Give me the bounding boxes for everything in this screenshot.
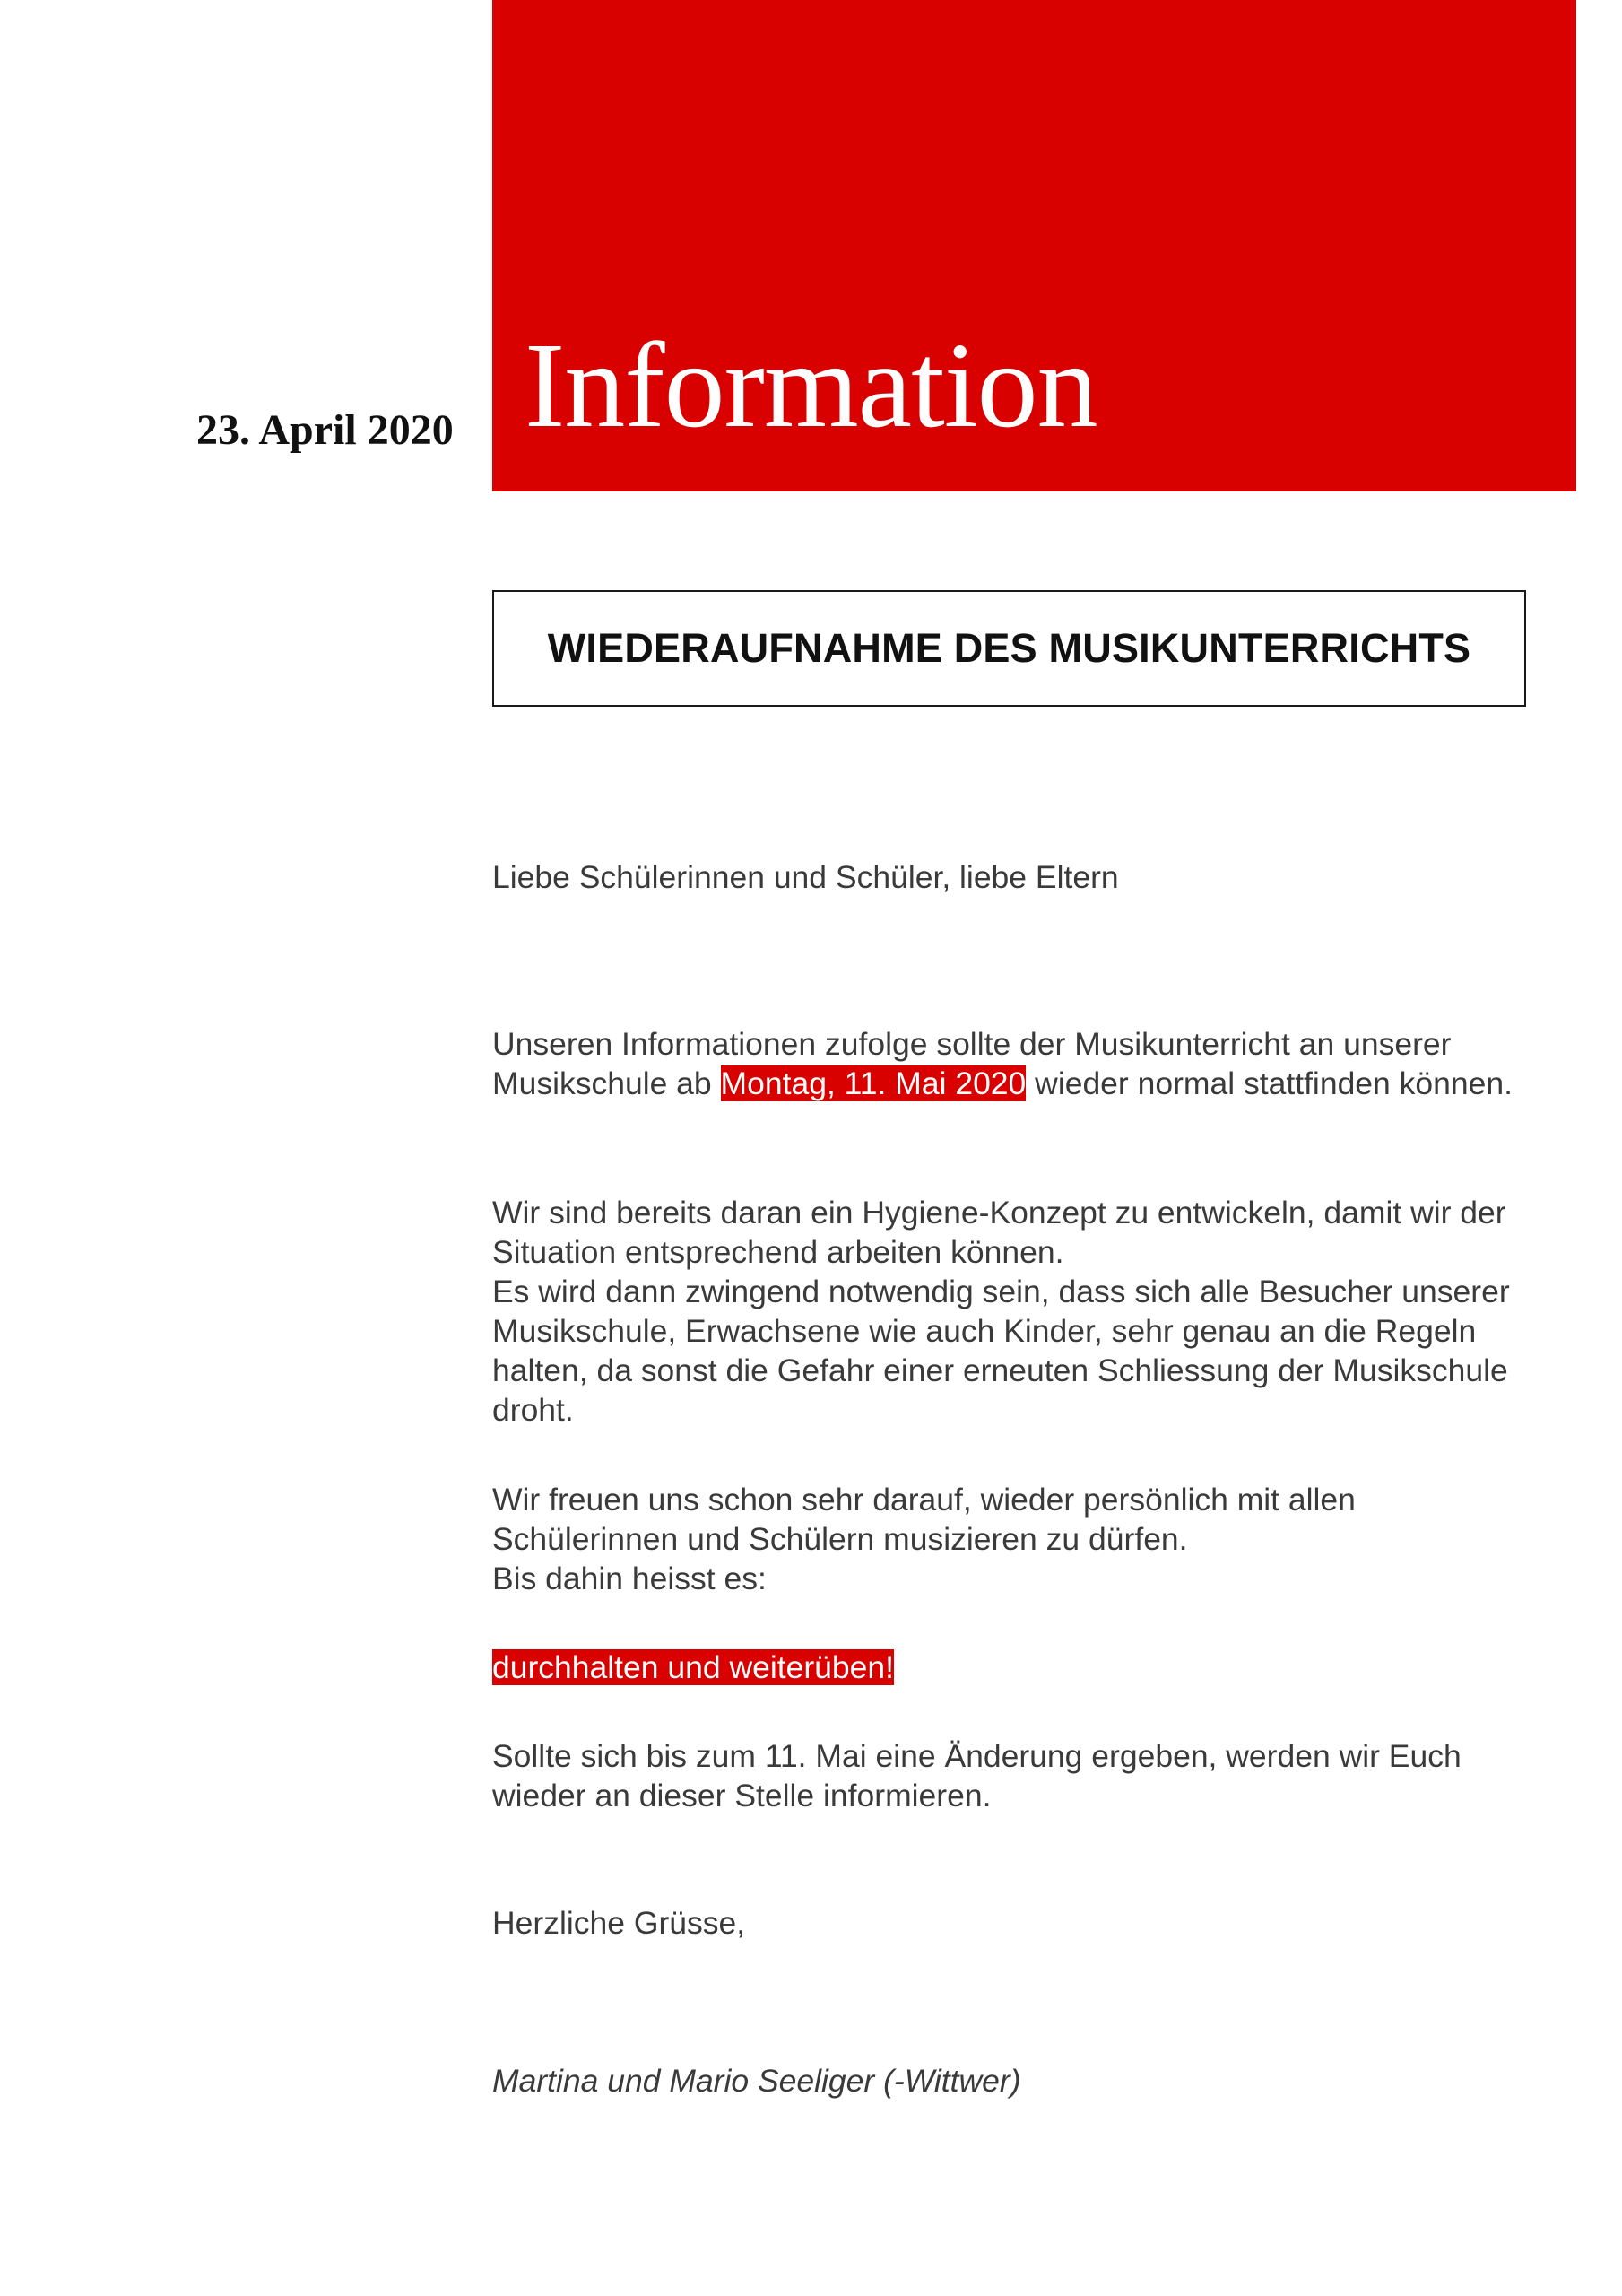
paragraph-reopening-text-before: Unseren Informationen zufolge sollte der Musikunterricht an unserer Musikschule ab: [492, 1026, 1452, 1101]
header-banner: [492, 0, 1576, 491]
paragraph-changes: Sollte sich bis zum 11. Mai eine Änderung ergeben, werden wir Euch wieder an dieser Stelle informieren.: [492, 1738, 1462, 1813]
banner-title: Information: [525, 318, 1097, 453]
document-date: 23. April 2020: [196, 406, 454, 454]
paragraph-hygiene-line2: Es wird dann zwingend notwendig sein, dass sich alle Besucher unserer Musikschule, Erwachsene wie auch Kinder, sehr genau an die Regeln halten, da sonst die Gefahr einer erneuten Schliessung der Musikschule droht.: [492, 1274, 1510, 1428]
motto-highlight: durchhalten und weiterüben!: [492, 1649, 895, 1685]
headline-box: [492, 590, 1526, 707]
signature: Martina und Mario Seeliger (-Wittwer): [492, 2063, 1021, 2099]
motto: [492, 1648, 1532, 1687]
greeting: Liebe Schülerinnen und Schüler, liebe Eltern: [492, 859, 1119, 895]
closing: Herzliche Grüsse,: [492, 1905, 746, 1941]
reopening-date-highlight: Montag, 11. Mai 2020: [720, 1065, 1027, 1101]
paragraph-anticipation: [492, 1480, 1532, 1598]
paragraph-reopening-text-after: wieder normal stattfinden können.: [1026, 1065, 1513, 1101]
headline: WIEDERAUFNAHME DES MUSIKUNTERRICHTS: [547, 625, 1471, 671]
paragraph-anticipation-line1: Wir freuen uns schon sehr darauf, wieder persönlich mit allen Schülerinnen und Schülern musizieren zu dürfen.: [492, 1482, 1356, 1557]
paragraph-reopening: [492, 1024, 1532, 1103]
paragraph-anticipation-line2: Bis dahin heisst es:: [492, 1561, 767, 1596]
paragraph-hygiene: [492, 1193, 1532, 1430]
paragraph-hygiene-line1: Wir sind bereits daran ein Hygiene-Konzept zu entwickeln, damit wir der Situation entsprechend arbeiten können.: [492, 1195, 1506, 1270]
